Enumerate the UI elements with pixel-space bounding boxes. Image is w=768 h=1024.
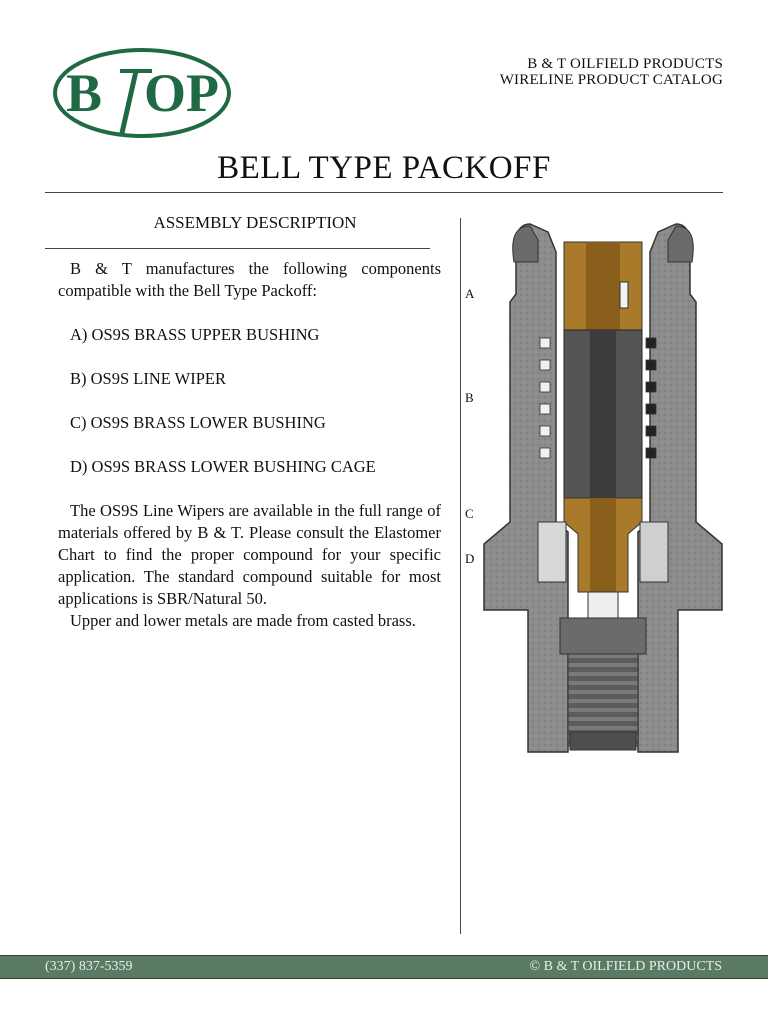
catalog-header: [500, 56, 723, 88]
packoff-cutaway-diagram: [478, 222, 728, 762]
footer-phone: (337) 837-5359: [45, 959, 133, 974]
metals-paragraph: Upper and lower metals are made from casted brass.: [70, 611, 416, 630]
section-heading: ASSEMBLY DESCRIPTION: [153, 213, 357, 232]
component-item-a: A) OS9S BRASS UPPER BUSHING: [70, 325, 320, 344]
title-divider: [45, 192, 723, 193]
assembly-description: [58, 258, 441, 632]
column-divider: [460, 218, 461, 934]
callout-c: C: [465, 506, 474, 521]
materials-paragraph: The OS9S Line Wipers are available in the full range of materials offered by B & T. Please consult the Elastomer Chart to find the proper compound for your specific application. The standard compound suitable for most applications is SBR/Natural 50.: [58, 501, 441, 608]
component-item-b: B) OS9S LINE WIPER: [70, 369, 226, 388]
component-item-c: C) OS9S BRASS LOWER BUSHING: [70, 413, 326, 432]
catalog-name: WIRELINE PRODUCT CATALOG: [499, 72, 723, 88]
intro-paragraph: B & T manufactures the following components compatible with the Bell Type Packoff:: [58, 259, 441, 300]
callout-b: B: [465, 390, 474, 405]
svg-text:OP: OP: [144, 63, 219, 123]
component-item-d: D) OS9S BRASS LOWER BUSHING CAGE: [70, 457, 376, 476]
callout-a: A: [465, 286, 475, 301]
section-divider: [45, 248, 430, 249]
company-name: B & T OILFIELD PRODUCTS: [527, 56, 723, 72]
footer-copyright: © B & T OILFIELD PRODUCTS: [529, 959, 722, 974]
footer-bar: [0, 955, 768, 979]
page-title: BELL TYPE PACKOFF: [217, 150, 551, 186]
svg-text:B: B: [66, 63, 103, 123]
btop-logo: [52, 47, 232, 139]
callout-d: D: [465, 551, 475, 566]
